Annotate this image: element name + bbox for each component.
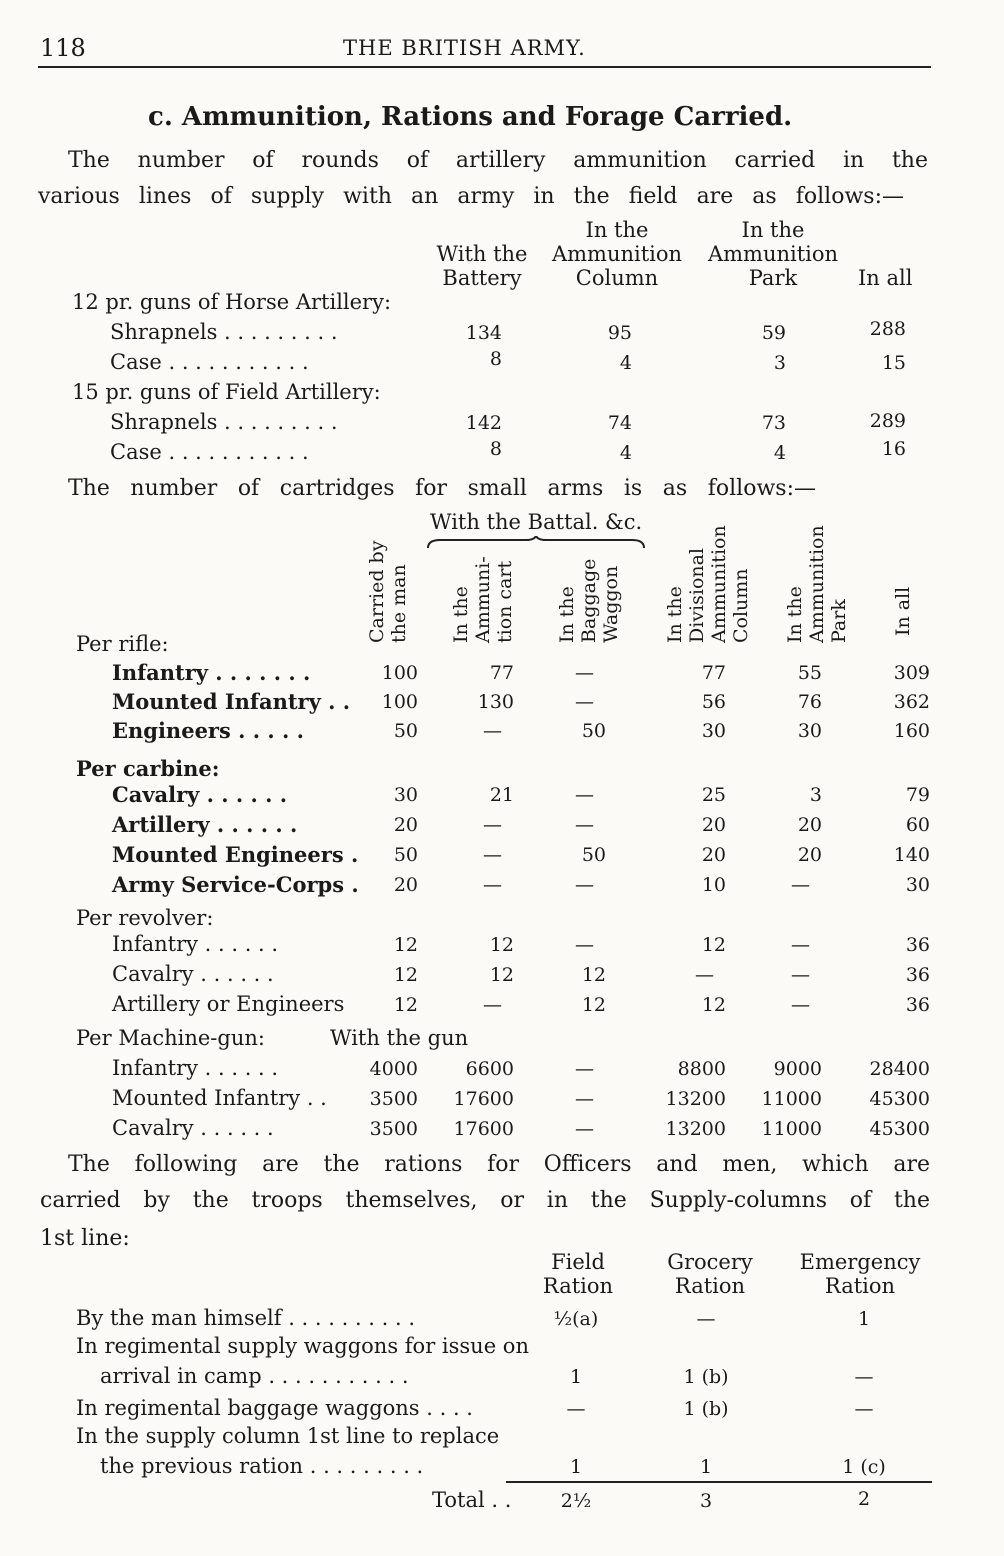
cell-park: — — [791, 964, 810, 986]
cell-battery: 142 — [465, 412, 502, 434]
total-rule — [506, 1481, 932, 1483]
small-arms-intro: The number of cartridges for small arms is as follows:— — [68, 476, 816, 501]
ration-cell-grocery: 1 (b) — [683, 1366, 729, 1388]
artillery-intro-line-1: The number of rounds of artillery ammunition carried in the — [68, 148, 928, 173]
cell-park: 11000 — [761, 1088, 822, 1110]
ration-row-label: In the supply column 1st line to replace — [76, 1424, 500, 1448]
cell-column: 4 — [619, 442, 632, 464]
rations-intro-line-1: The following are the rations for Officers and men, which are — [68, 1152, 930, 1177]
cell-park: 11000 — [761, 1118, 822, 1140]
cell-park: 76 — [797, 691, 822, 713]
cell-divisional: 13200 — [665, 1088, 726, 1110]
cell-column: 95 — [607, 322, 632, 344]
cell-cart: — — [483, 814, 502, 836]
cell-park: 55 — [797, 662, 822, 684]
cell-column: 4 — [619, 352, 632, 374]
cell-waggon: 50 — [581, 720, 606, 742]
cell-waggon: — — [575, 1088, 594, 1110]
cell-park: 3 — [773, 352, 786, 374]
header-with-battery: With the Battery — [436, 242, 528, 290]
cell-man: 3500 — [369, 1088, 418, 1110]
group-horse-artillery: 12 pr. guns of Horse Artillery: — [72, 290, 392, 314]
cell-park: 4 — [773, 442, 786, 464]
cell-cart: 130 — [477, 691, 514, 713]
cell-man: 3500 — [369, 1118, 418, 1140]
battal-header: With the Battal. &c. — [430, 510, 643, 534]
cell-all: 160 — [893, 720, 930, 742]
cell-all: 36 — [905, 964, 930, 986]
col-header-waggon: In the Baggage Waggon — [556, 558, 622, 643]
cell-man: 20 — [393, 874, 418, 896]
ration-cell-field: 1 — [569, 1456, 583, 1478]
cell-waggon: — — [575, 784, 594, 806]
rations-intro-line-2: carried by the troops themselves, or in the Supply-columns of the — [40, 1188, 930, 1213]
with-gun-label: With the gun — [330, 1026, 469, 1050]
cell-all: 15 — [881, 352, 906, 374]
cell-cart: 17600 — [453, 1118, 514, 1140]
cell-park: — — [791, 874, 810, 896]
row-label: Case . . . . . . . . . . . — [110, 440, 309, 464]
cell-park: 3 — [809, 784, 822, 806]
cell-divisional: 13200 — [665, 1118, 726, 1140]
cell-man: 50 — [393, 720, 418, 742]
row-label: Cavalry . . . . . . — [112, 1116, 274, 1140]
cell-waggon: 12 — [581, 994, 606, 1016]
group-label: Per Machine-gun: — [76, 1026, 265, 1050]
row-label: Infantry . . . . . . — [112, 1056, 279, 1080]
ration-cell-grocery: 1 — [699, 1456, 713, 1478]
cell-waggon: 50 — [581, 844, 606, 866]
cell-all: 309 — [893, 662, 930, 684]
row-label: Infantry . . . . . . . — [112, 660, 311, 685]
ration-row-label: arrival in camp . . . . . . . . . . . — [100, 1364, 409, 1388]
cell-cart: 21 — [489, 784, 514, 806]
header-rule — [38, 66, 931, 68]
cell-man: 12 — [393, 994, 418, 1016]
row-label: Engineers . . . . . — [112, 718, 304, 743]
cell-all: 16 — [881, 438, 906, 460]
cell-park: 30 — [797, 720, 822, 742]
ration-cell-field: — — [566, 1398, 586, 1420]
group-label: Per carbine: — [76, 756, 220, 781]
ration-row-label: the previous ration . . . . . . . . . — [100, 1454, 424, 1478]
cell-battery: 8 — [489, 438, 502, 460]
cell-cart: — — [483, 874, 502, 896]
header-grocery-ration: Grocery Ration — [667, 1250, 753, 1298]
cell-waggon: — — [575, 691, 594, 713]
header-ammunition-column: In the Ammunition Column — [551, 218, 683, 290]
cell-waggon: — — [575, 874, 594, 896]
row-label: Artillery or Engineers — [112, 992, 345, 1016]
cell-all: 79 — [905, 784, 930, 806]
cell-park: — — [791, 934, 810, 956]
group-field-artillery: 15 pr. guns of Field Artillery: — [72, 380, 381, 404]
cell-divisional: — — [695, 964, 714, 986]
group-label: Per revolver: — [76, 906, 214, 930]
cell-divisional: 25 — [701, 784, 726, 806]
cell-cart: 6600 — [465, 1058, 514, 1080]
cell-waggon: — — [575, 1118, 594, 1140]
ration-cell-emergency: — — [854, 1398, 874, 1420]
cell-park: — — [791, 994, 810, 1016]
cell-all: 45300 — [869, 1118, 930, 1140]
row-label: Army Service-Corps . — [112, 872, 359, 897]
cell-park: 20 — [797, 844, 822, 866]
cell-divisional: 30 — [701, 720, 726, 742]
group-label: Per rifle: — [76, 632, 169, 656]
cell-divisional: 10 — [701, 874, 726, 896]
cell-waggon: — — [575, 1058, 594, 1080]
artillery-intro-line-2: various lines of supply with an army in the field are as follows:— — [38, 184, 904, 209]
battal-brace — [426, 536, 646, 552]
cell-cart: 77 — [489, 662, 514, 684]
page-number: 118 — [40, 34, 86, 62]
cell-column: 74 — [607, 412, 632, 434]
ration-row-label: In regimental baggage waggons . . . . — [76, 1396, 473, 1420]
cell-divisional: 20 — [701, 814, 726, 836]
cell-all: 30 — [905, 874, 930, 896]
col-header-park: In the Ammunition Park — [784, 525, 850, 643]
header-emergency-ration: Emergency Ration — [799, 1250, 921, 1298]
ration-cell-field: 1 — [569, 1366, 583, 1388]
col-header-cart: In the Ammuni- tion cart — [450, 556, 516, 643]
cell-man: 12 — [393, 964, 418, 986]
cell-man: 4000 — [369, 1058, 418, 1080]
cell-all: 288 — [869, 318, 906, 340]
cell-man: 12 — [393, 934, 418, 956]
cell-all: 36 — [905, 934, 930, 956]
total-field: 2½ — [560, 1490, 592, 1512]
row-label: Mounted Engineers . — [112, 842, 359, 867]
header-ammunition-park: In the Ammunition Park — [707, 218, 839, 290]
cell-park: 59 — [761, 322, 786, 344]
cell-cart: — — [483, 844, 502, 866]
cell-divisional: 56 — [701, 691, 726, 713]
total-emergency: 2 — [857, 1488, 871, 1510]
total-grocery: 3 — [699, 1490, 713, 1512]
cell-divisional: 8800 — [677, 1058, 726, 1080]
cell-waggon: — — [575, 814, 594, 836]
cell-all: 289 — [869, 410, 906, 432]
cell-cart: 12 — [489, 964, 514, 986]
row-label: Shrapnels . . . . . . . . . — [110, 410, 338, 434]
cell-park: 20 — [797, 814, 822, 836]
cell-all: 45300 — [869, 1088, 930, 1110]
row-label: Mounted Infantry . . — [112, 689, 351, 714]
cell-waggon: 12 — [581, 964, 606, 986]
ration-cell-grocery: 1 (b) — [683, 1398, 729, 1420]
running-title: THE BRITISH ARMY. — [343, 36, 586, 60]
cell-cart: 17600 — [453, 1088, 514, 1110]
cell-man: 30 — [393, 784, 418, 806]
row-label: Artillery . . . . . . — [112, 812, 298, 837]
cell-all: 28400 — [869, 1058, 930, 1080]
row-label: Mounted Infantry . . — [112, 1086, 327, 1110]
ration-cell-emergency: 1 — [857, 1308, 871, 1330]
row-label: Cavalry . . . . . . — [112, 962, 274, 986]
col-header-divisional: In the Divisional Ammunition Column — [664, 525, 752, 643]
row-label: Case . . . . . . . . . . . — [110, 350, 309, 374]
header-field-ration: Field Ration — [542, 1250, 614, 1298]
cell-cart: — — [483, 720, 502, 742]
cell-man: 20 — [393, 814, 418, 836]
rations-intro-line-3: 1st line: — [40, 1226, 130, 1251]
col-header-man: Carried by the man — [366, 540, 410, 643]
row-label: Infantry . . . . . . — [112, 932, 279, 956]
cell-cart: 12 — [489, 934, 514, 956]
cell-park: 73 — [761, 412, 786, 434]
cell-man: 100 — [381, 691, 418, 713]
ration-row-label: In regimental supply waggons for issue on — [76, 1334, 529, 1358]
cell-battery: 134 — [465, 322, 502, 344]
header-in-all: In all — [858, 266, 913, 290]
section-title: c. Ammunition, Rations and Forage Carried. — [148, 102, 793, 132]
cell-all: 140 — [893, 844, 930, 866]
ration-cell-emergency: 1 (c) — [842, 1456, 886, 1478]
ration-cell-field: ½(a) — [553, 1308, 599, 1330]
cell-waggon: — — [575, 934, 594, 956]
total-label: Total . . — [432, 1488, 512, 1512]
cell-waggon: — — [575, 662, 594, 684]
cell-cart: — — [483, 994, 502, 1016]
cell-park: 9000 — [773, 1058, 822, 1080]
col-header-all: In all — [892, 586, 914, 636]
ration-cell-grocery: — — [696, 1308, 716, 1330]
cell-man: 50 — [393, 844, 418, 866]
ration-row-label: By the man himself . . . . . . . . . . — [76, 1306, 416, 1330]
cell-all: 362 — [893, 691, 930, 713]
row-label: Shrapnels . . . . . . . . . — [110, 320, 338, 344]
row-label: Cavalry . . . . . . — [112, 782, 288, 807]
cell-battery: 8 — [489, 348, 502, 370]
ration-cell-emergency: — — [854, 1366, 874, 1388]
cell-man: 100 — [381, 662, 418, 684]
cell-all: 60 — [905, 814, 930, 836]
cell-divisional: 20 — [701, 844, 726, 866]
cell-all: 36 — [905, 994, 930, 1016]
cell-divisional: 12 — [701, 934, 726, 956]
cell-divisional: 12 — [701, 994, 726, 1016]
cell-divisional: 77 — [701, 662, 726, 684]
